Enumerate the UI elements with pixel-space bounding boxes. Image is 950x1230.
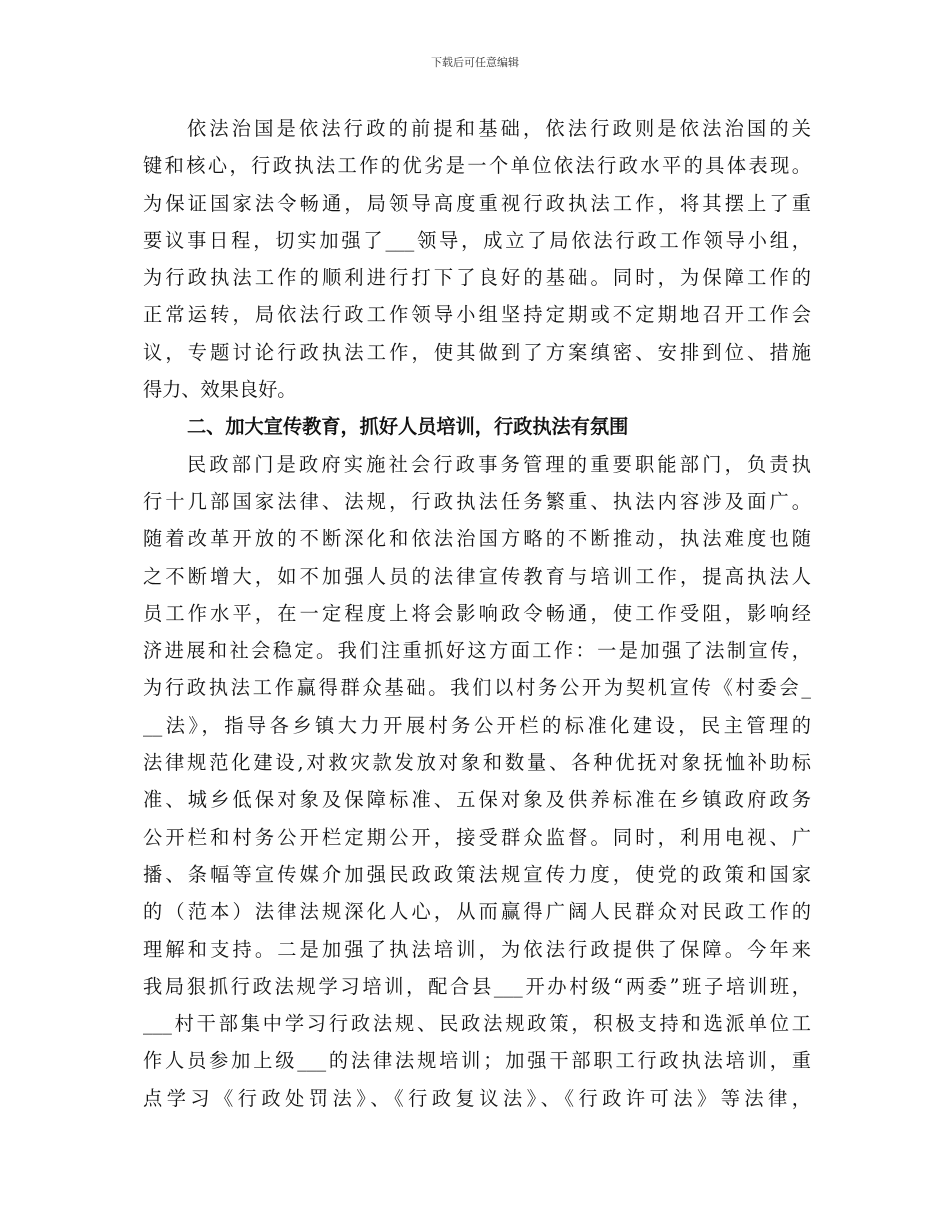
paragraph-line: 法律规范化建设,对救灾款发放对象和数量、各种优抚对象抚恤补助标 <box>143 751 811 775</box>
paragraph-line: 键和核心，行政执法工作的优劣是一个单位依法行政水平的具体表现。 <box>143 154 811 178</box>
paragraph-line: 的（范本）法律法规深化人心，从而赢得广阔人民群众对民政工作的 <box>143 900 811 924</box>
paragraph-line: 播、条幅等宣传媒介加强民政政策法规宣传力度，使党的政策和国家 <box>143 862 811 886</box>
section-heading: 二、加大宣传教育，抓好人员培训，行政执法有氛围 <box>187 415 629 439</box>
paragraph-line: 之不断增大，如不加强人员的法律宣传教育与培训工作，提高执法人 <box>143 564 811 588</box>
paragraph-line: 理解和支持。二是加强了执法培训，为依法行政提供了保障。今年来 <box>143 937 811 961</box>
paragraph-line: 员工作水平，在一定程度上将会影响政令畅通，使工作受阻，影响经 <box>143 601 811 625</box>
paragraph-line: 要议事日程，切实加强了___领导，成立了局依法行政工作领导小组， <box>143 228 811 252</box>
paragraph-line: 点学习《行政处罚法》、《行政复议法》、《行政许可法》等法律， <box>143 1086 811 1110</box>
paragraph-line: 济进展和社会稳定。我们注重抓好这方面工作：一是加强了法制宣传， <box>143 639 811 663</box>
paragraph-line: 随着改革开放的不断深化和依法治国方略的不断推动，执法难度也随 <box>143 527 811 551</box>
page-header: 下载后可任意编辑 <box>431 56 519 69</box>
paragraph-line: 为保证国家法令畅通，局领导高度重视行政执法工作，将其摆上了重 <box>143 191 811 215</box>
paragraph-line: 为行政执法工作赢得群众基础。我们以村务公开为契机宣传《村委会_ <box>143 676 811 700</box>
document-body <box>143 110 811 1117</box>
paragraph-line: 公开栏和村务公开栏定期公开，接受群众监督。同时，利用电视、广 <box>143 825 811 849</box>
paragraph-line: 正常运转，局依法行政工作领导小组坚持定期或不定期地召开工作会 <box>143 303 811 327</box>
paragraph-line: 作人员参加上级___的法律法规培训；加强干部职工行政执法培训，重 <box>143 1049 811 1073</box>
paragraph-line: 为行政执法工作的顺利进行打下了良好的基础。同时，为保障工作的 <box>143 266 811 290</box>
paragraph-line: 议，专题讨论行政执法工作，使其做到了方案缜密、安排到位、措施 <box>143 340 811 364</box>
paragraph-line: 我局狠抓行政法规学习培训，配合县___开办村级“两委”班子培训班， <box>143 974 811 998</box>
paragraph-line: 得力、效果良好。 <box>143 378 297 402</box>
paragraph-line: ___村干部集中学习行政法规、民政法规政策，积极支持和选派单位工 <box>143 1012 811 1036</box>
paragraph-line: 依法治国是依法行政的前提和基础，依法行政则是依法治国的关 <box>187 117 811 140</box>
paragraph-line: __法》，指导各乡镇大力开展村务公开栏的标准化建设，民主管理的 <box>143 713 811 737</box>
paragraph-line: 民政部门是政府实施社会行政事务管理的重要职能部门，负责执 <box>187 452 811 476</box>
paragraph-line: 行十几部国家法律、法规，行政执法任务繁重、执法内容涉及面广。 <box>143 489 811 513</box>
paragraph-line: 准、城乡低保对象及保障标准、五保对象及供养标准在乡镇政府政务 <box>143 788 811 812</box>
